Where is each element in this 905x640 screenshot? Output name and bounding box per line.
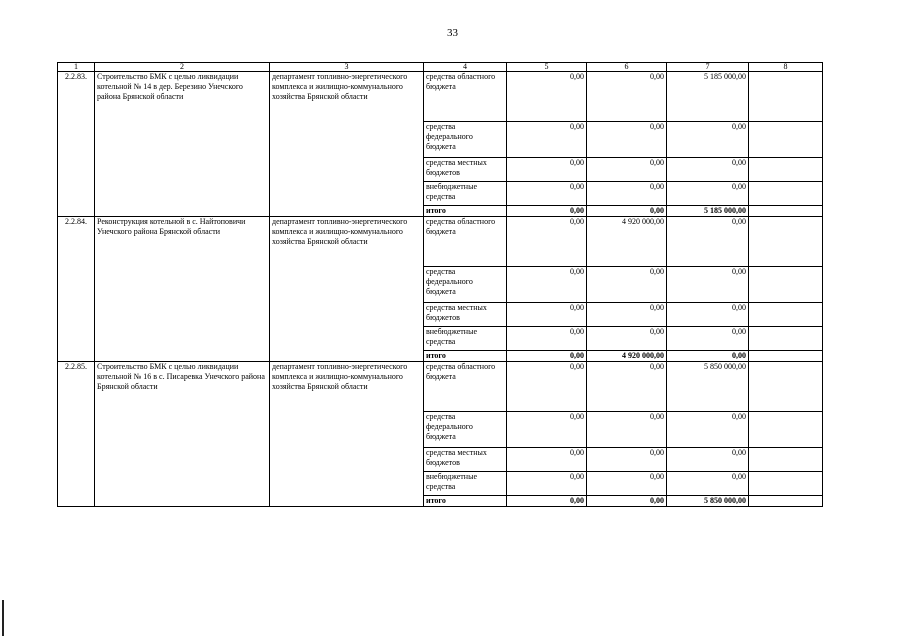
item-name: Строительство БМК с целью ликвидации котельной № 16 в с. Писаревка Унечского района Брянской области: [95, 362, 270, 507]
amount-col-7: 0,00: [667, 448, 749, 472]
amount-col-5: 0,00: [507, 122, 587, 158]
table-body: [58, 72, 823, 507]
amount-col-6: 0,00: [587, 303, 667, 327]
amount-col-6: 0,00: [587, 496, 667, 507]
funding-row: [58, 362, 823, 412]
amount-col-6: 4 920 000,00: [587, 217, 667, 267]
header-col-5: 5: [507, 63, 587, 72]
amount-col-8: [749, 217, 823, 267]
funding-source: внебюджетные средства: [424, 327, 507, 351]
funding-source: средства местных бюджетов: [424, 448, 507, 472]
amount-col-6: 0,00: [587, 267, 667, 303]
amount-col-8: [749, 158, 823, 182]
scan-edge-mark: [2, 600, 4, 636]
header-col-7: 7: [667, 63, 749, 72]
amount-col-5: 0,00: [507, 303, 587, 327]
amount-col-6: 0,00: [587, 362, 667, 412]
amount-col-7: 0,00: [667, 327, 749, 351]
amount-col-6: 0,00: [587, 412, 667, 448]
program-table-container: [57, 62, 823, 507]
amount-col-6: 0,00: [587, 327, 667, 351]
header-col-3: 3: [270, 63, 424, 72]
header-row: [58, 63, 823, 72]
amount-col-7: 5 850 000,00: [667, 362, 749, 412]
header-col-8: 8: [749, 63, 823, 72]
funding-source: средства федерального бюджета: [424, 267, 507, 303]
amount-col-7: 5 850 000,00: [667, 496, 749, 507]
amount-col-5: 0,00: [507, 327, 587, 351]
funding-source: средства федерального бюджета: [424, 122, 507, 158]
amount-col-6: 0,00: [587, 72, 667, 122]
funding-source: внебюджетные средства: [424, 182, 507, 206]
amount-col-5: 0,00: [507, 158, 587, 182]
item-code: 2.2.84.: [58, 217, 95, 362]
funding-source: итого: [424, 351, 507, 362]
item-name: Реконструкция котельной в с. Найтоповичи Унечского района Брянской области: [95, 217, 270, 362]
amount-col-5: 0,00: [507, 472, 587, 496]
funding-source: внебюджетные средства: [424, 472, 507, 496]
amount-col-7: 5 185 000,00: [667, 206, 749, 217]
amount-col-6: 0,00: [587, 448, 667, 472]
amount-col-8: [749, 267, 823, 303]
funding-row: [58, 217, 823, 267]
amount-col-8: [749, 327, 823, 351]
funding-source: средства областного бюджета: [424, 72, 507, 122]
header-col-2: 2: [95, 63, 270, 72]
amount-col-5: 0,00: [507, 362, 587, 412]
amount-col-5: 0,00: [507, 351, 587, 362]
funding-source: итого: [424, 206, 507, 217]
funding-source: средства областного бюджета: [424, 217, 507, 267]
amount-col-7: 5 185 000,00: [667, 72, 749, 122]
amount-col-7: 0,00: [667, 303, 749, 327]
amount-col-8: [749, 496, 823, 507]
amount-col-5: 0,00: [507, 182, 587, 206]
amount-col-7: 0,00: [667, 472, 749, 496]
page-number: 33: [447, 27, 458, 39]
funding-source: средства местных бюджетов: [424, 158, 507, 182]
amount-col-7: 0,00: [667, 351, 749, 362]
item-executor: департамент топливно-энергетического комплекса и жилищно-коммунального хозяйства Брянской области: [270, 72, 424, 217]
amount-col-8: [749, 362, 823, 412]
amount-col-7: 0,00: [667, 182, 749, 206]
amount-col-8: [749, 472, 823, 496]
amount-col-6: 4 920 000,00: [587, 351, 667, 362]
item-code: 2.2.83.: [58, 72, 95, 217]
amount-col-8: [749, 122, 823, 158]
amount-col-8: [749, 448, 823, 472]
item-executor: департамент топливно-энергетического комплекса и жилищно-коммунального хозяйства Брянской области: [270, 362, 424, 507]
funding-source: средства областного бюджета: [424, 362, 507, 412]
amount-col-8: [749, 303, 823, 327]
amount-col-5: 0,00: [507, 267, 587, 303]
amount-col-7: 0,00: [667, 412, 749, 448]
amount-col-6: 0,00: [587, 182, 667, 206]
amount-col-5: 0,00: [507, 448, 587, 472]
amount-col-7: 0,00: [667, 122, 749, 158]
amount-col-6: 0,00: [587, 158, 667, 182]
amount-col-7: 0,00: [667, 158, 749, 182]
amount-col-7: 0,00: [667, 217, 749, 267]
amount-col-5: 0,00: [507, 217, 587, 267]
header-col-1: 1: [58, 63, 95, 72]
amount-col-6: 0,00: [587, 122, 667, 158]
header-col-6: 6: [587, 63, 667, 72]
funding-source: средства федерального бюджета: [424, 412, 507, 448]
amount-col-6: 0,00: [587, 472, 667, 496]
amount-col-8: [749, 72, 823, 122]
funding-row: [58, 72, 823, 122]
funding-source: средства местных бюджетов: [424, 303, 507, 327]
amount-col-8: [749, 206, 823, 217]
funding-source: итого: [424, 496, 507, 507]
amount-col-8: [749, 351, 823, 362]
amount-col-5: 0,00: [507, 412, 587, 448]
amount-col-5: 0,00: [507, 206, 587, 217]
amount-col-5: 0,00: [507, 496, 587, 507]
item-name: Строительство БМК с целью ликвидации котельной № 14 в дер. Березино Унечского района Брянской области: [95, 72, 270, 217]
amount-col-8: [749, 182, 823, 206]
item-executor: департамент топливно-энергетического комплекса и жилищно-коммунального хозяйства Брянской области: [270, 217, 424, 362]
item-code: 2.2.85.: [58, 362, 95, 507]
amount-col-7: 0,00: [667, 267, 749, 303]
program-table: [57, 62, 823, 507]
amount-col-8: [749, 412, 823, 448]
amount-col-6: 0,00: [587, 206, 667, 217]
header-col-4: 4: [424, 63, 507, 72]
amount-col-5: 0,00: [507, 72, 587, 122]
